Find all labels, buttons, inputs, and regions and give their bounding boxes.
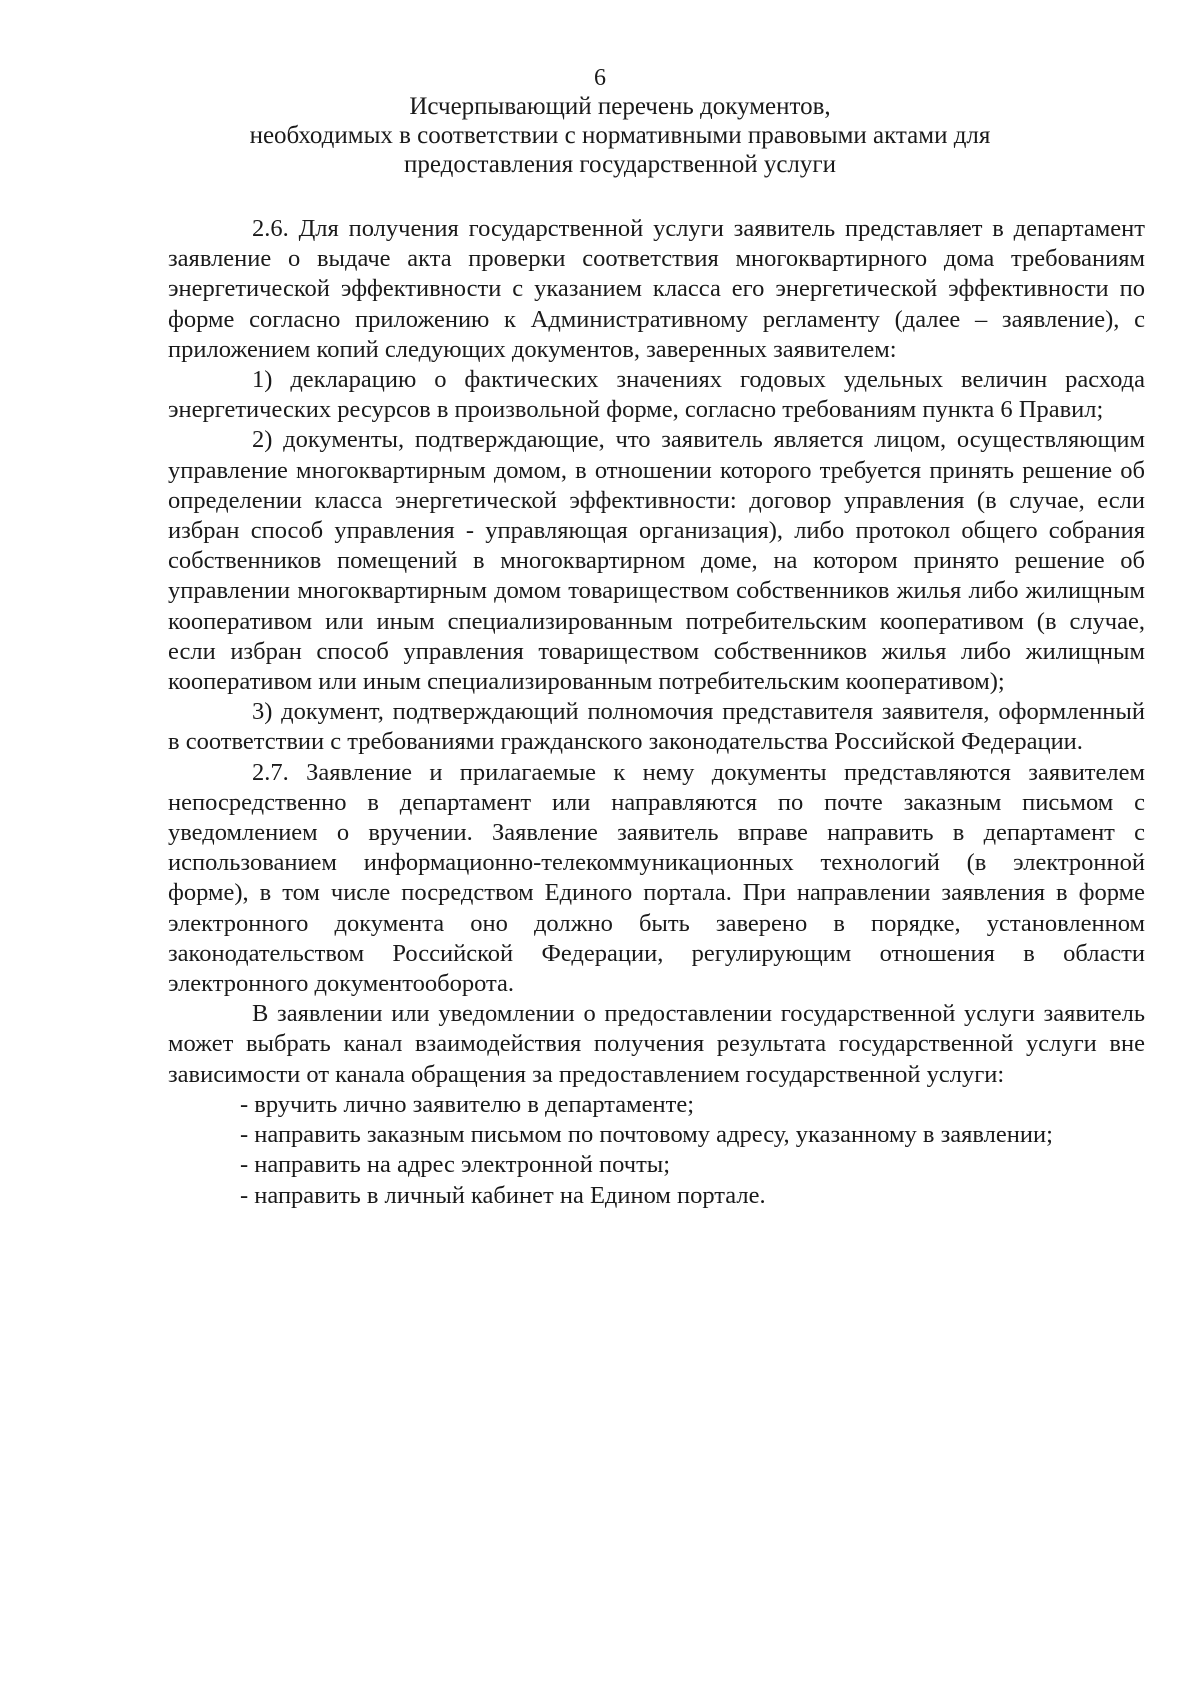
dash-item-3: - направить на адрес электронной почты; — [240, 1151, 671, 1179]
page-number: 6 — [594, 65, 606, 91]
list-item-2: 2) документы, подтверждающие, что заявитель является лицом, осуществляющим управление многоквартирным домом, в отношении которого требуется принять решение об определении класса энергетической эффективности: договор управления (в случае, если избран способ управления - управляющая организация), либо протокол общего собрания собственников помещений в многоквартирном доме, на котором принято решение об управлении многоквартирным домом товариществом собственников жилья либо жилищным кооперативом или иным специализированным потребительским кооперативом (в случае, если избран способ управления товариществом собственников жилья либо жилищным кооперативом или иным специализированным потребительским кооперативом); — [168, 426, 1145, 696]
dash-item-1: - вручить лично заявителю в департаменте; — [240, 1090, 695, 1118]
document-body — [168, 214, 1145, 1211]
paragraph-2-7: 2.7. Заявление и прилагаемые к нему документы представляются заявителем непосредственно в департамент или направляются по почте заказным письмом с уведомлением о вручении. Заявление заявитель вправе направить в департамент с использованием информационно-телекоммуникационных технологий (в электронной форме), в том числе посредством Единого портала. При направлении заявления в форме электронного документа оно должно быть заверено в порядке, установленном законодательством Российской Федерации, регулирующим отношения в области электронного документооборота. — [168, 758, 1145, 998]
heading-line-2: необходимых в соответствии с нормативными правовыми актами для — [249, 122, 991, 149]
heading-line-3: предоставления государственной услуги — [403, 151, 837, 178]
paragraph-result-channel: В заявлении или уведомлении о предоставлении государственной услуги заявитель может выбрать канал взаимодействия получения результата государственной услуги вне зависимости от канала обращения за предоставлением государственной услуги: — [168, 1000, 1145, 1088]
dash-item-4: - направить в личный кабинет на Едином портале. — [240, 1181, 766, 1209]
list-item-1: 1) декларацию о фактических значениях годовых удельных величин расхода энергетических ресурсов в произвольной форме, согласно требованиям пункта 6 Правил; — [168, 366, 1145, 424]
paragraph-2-6: 2.6. Для получения государственной услуги заявитель представляет в департамент заявление о выдаче акта проверки соответствия многоквартирного дома требованиям энергетической эффективности с указанием класса его энергетической эффективности по форме согласно приложению к Административному регламенту (далее – заявление), с приложением копий следующих документов, заверенных заявителем: — [168, 215, 1145, 363]
heading-line-1: Исчерпывающий перечень документов, — [409, 93, 831, 120]
dash-item-2: - направить заказным письмом по почтовому адресу, указанному в заявлении; — [240, 1121, 1053, 1149]
section-heading — [170, 92, 1070, 179]
list-item-3: 3) документ, подтверждающий полномочия представителя заявителя, оформленный в соответствии с требованиями гражданского законодательства Российской Федерации. — [168, 698, 1145, 756]
